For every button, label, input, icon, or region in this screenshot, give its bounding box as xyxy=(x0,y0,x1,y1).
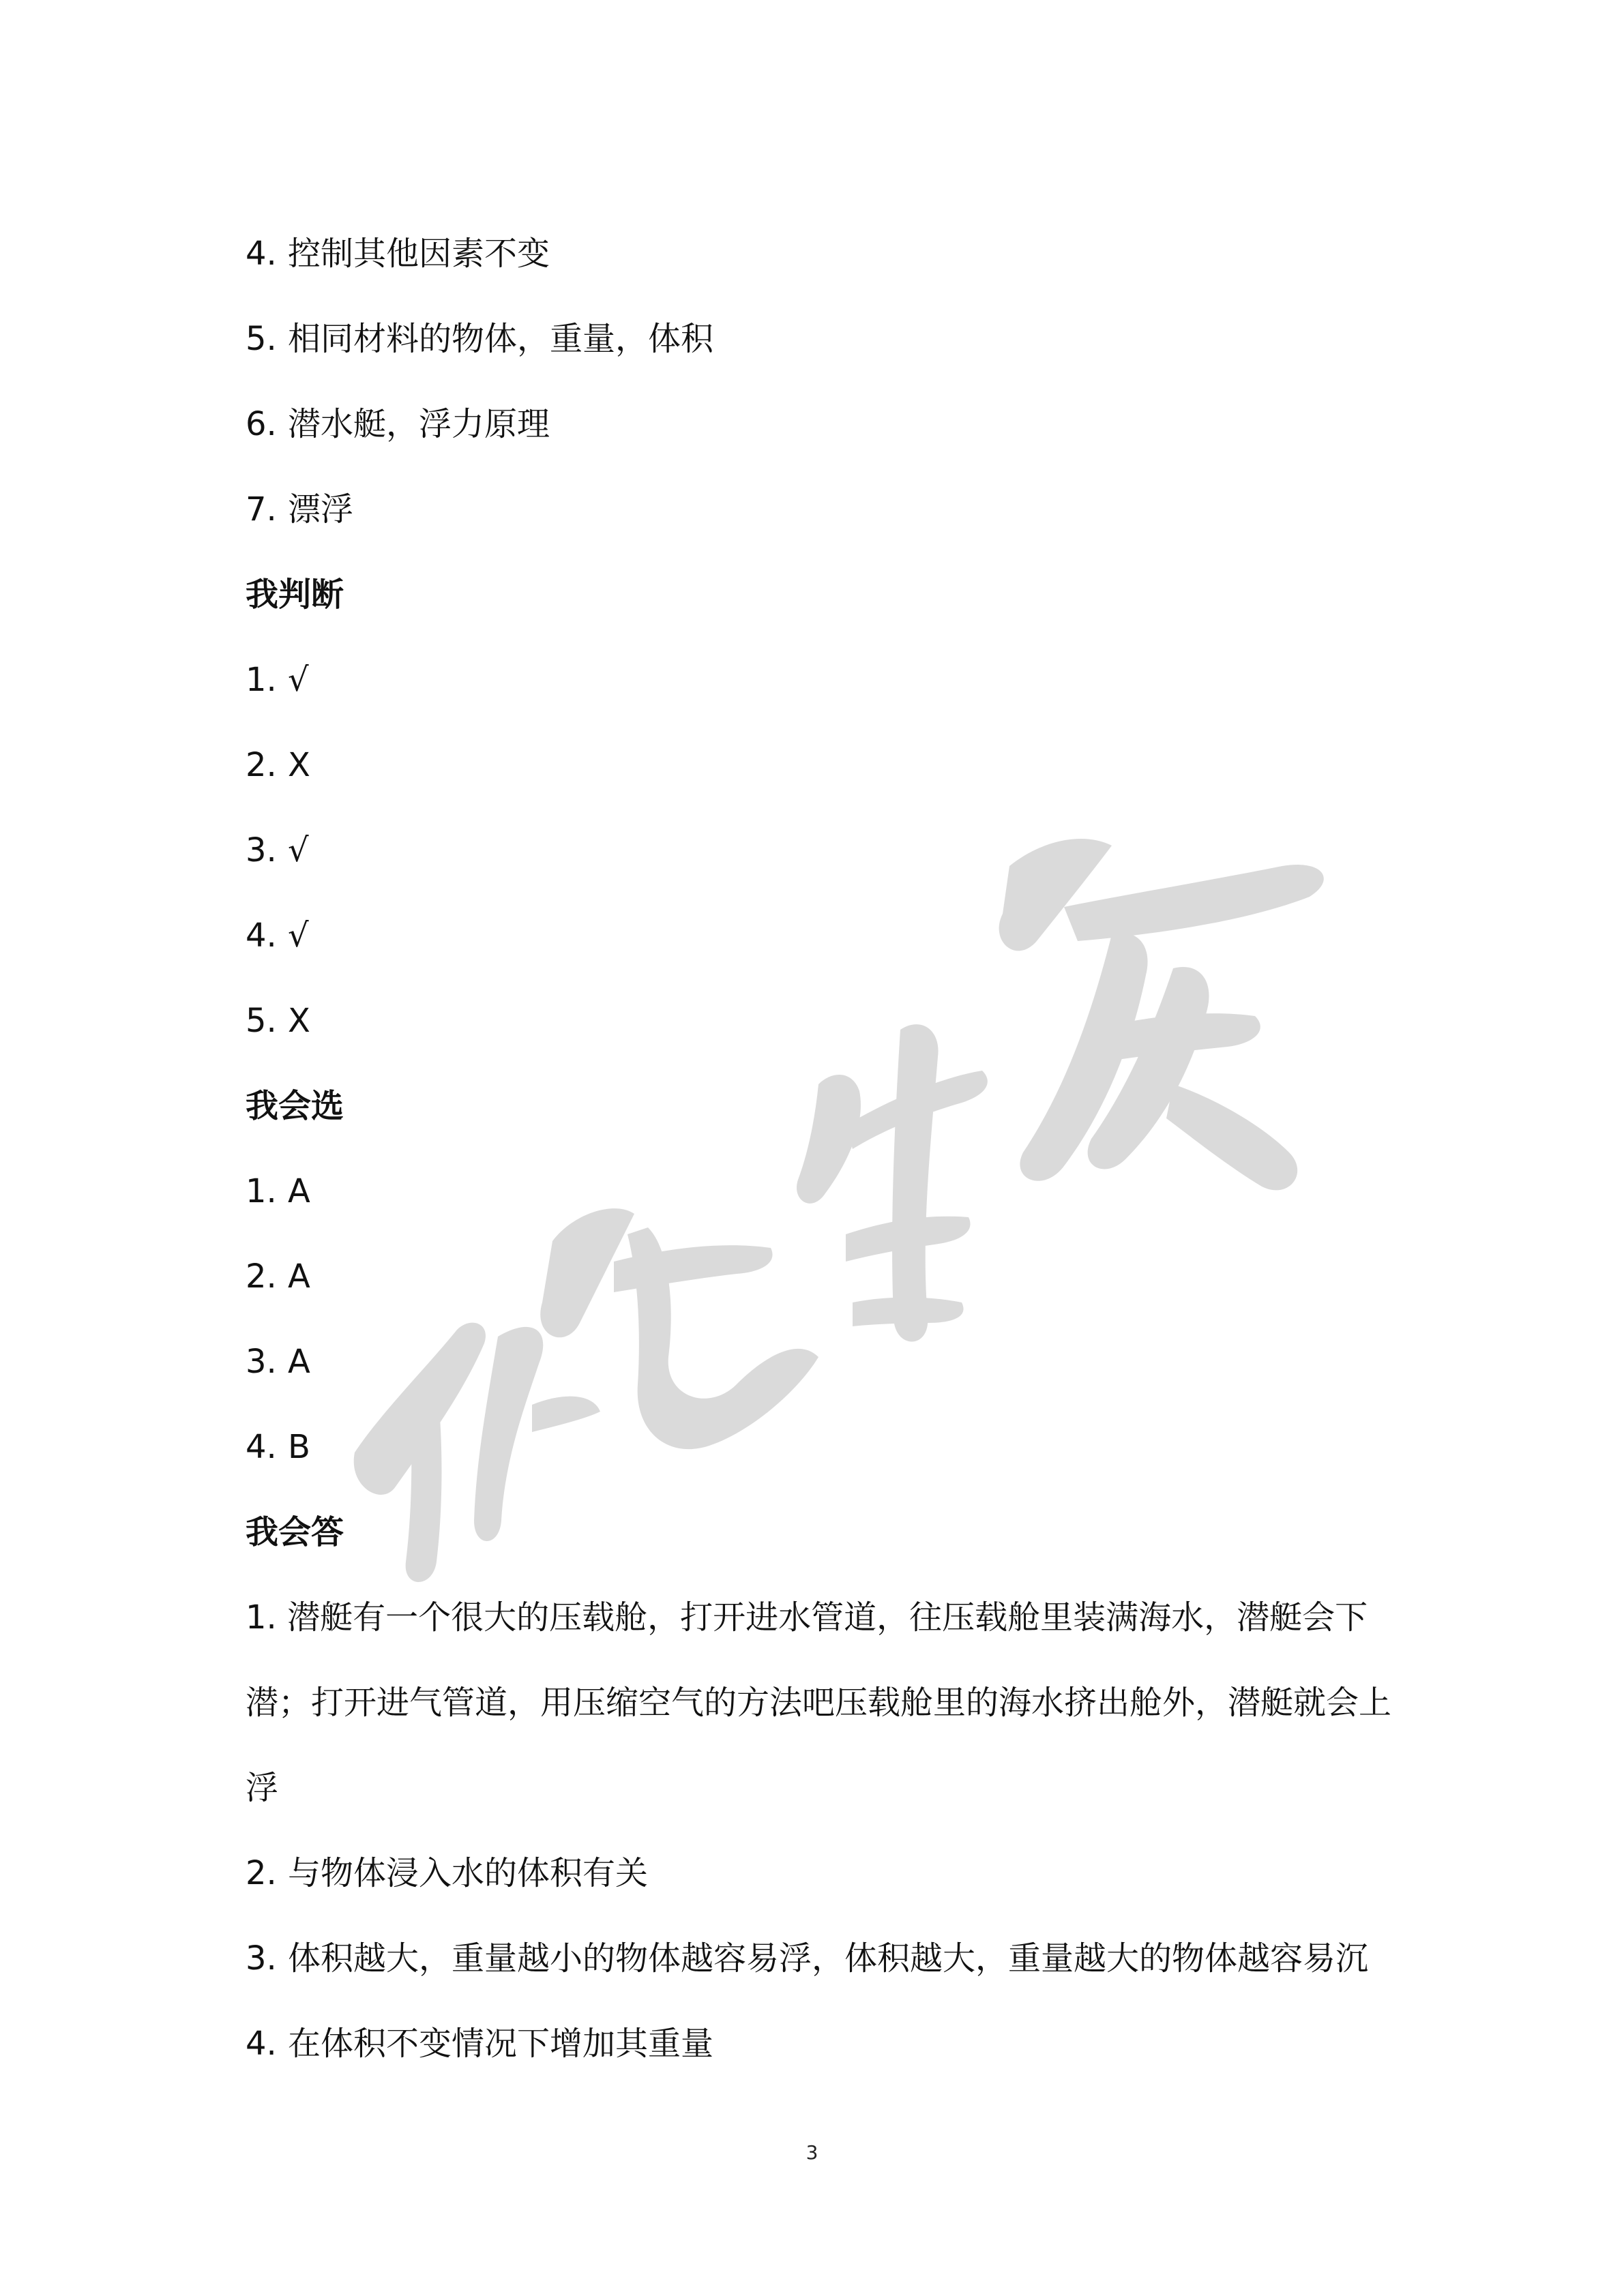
answer-number: 3. xyxy=(246,1343,277,1381)
answer-text: B xyxy=(288,1428,310,1466)
judge-answer-2 xyxy=(246,723,1405,808)
answer-number: 6. xyxy=(246,405,277,443)
answer-number: 2. xyxy=(246,1854,277,1892)
answer-text: 漂浮 xyxy=(288,490,354,528)
answer-text: √ xyxy=(288,831,309,869)
section-heading-judge: 我判断 xyxy=(246,576,344,614)
answer-number: 4. xyxy=(246,1428,277,1466)
choose-answer-3 xyxy=(246,1320,1405,1405)
answer-number: 7. xyxy=(246,490,277,528)
respond-answer-1 xyxy=(246,1575,1405,1807)
judge-answer-4 xyxy=(246,893,1405,979)
answer-content xyxy=(246,211,1405,2087)
page-number: 3 xyxy=(806,2141,818,2164)
answer-text: 潜艇有一个很大的压载舱，打开进水管道，往压载舱里装满海水，潜艇会下潜；打开进气管道，用压缩空气的方法吧压载舱里的海水挤出舱外，潜艇就会上浮 xyxy=(246,1598,1392,1807)
answer-text: 与物体浸入水的体积有关 xyxy=(288,1854,649,1892)
answer-text: A xyxy=(288,1172,310,1210)
fill-answer-5 xyxy=(246,297,1405,382)
answer-text: √ xyxy=(288,661,309,699)
choose-answer-4 xyxy=(246,1405,1405,1490)
answer-number: 4. xyxy=(246,235,277,273)
answer-number: 5. xyxy=(246,320,277,358)
answer-text: 在体积不变情况下增加其重量 xyxy=(288,2025,714,2063)
answer-text: X xyxy=(288,746,310,784)
answer-number: 4. xyxy=(246,916,277,955)
answer-text: A xyxy=(288,1343,310,1381)
answer-number: 4. xyxy=(246,2025,277,2063)
answer-text: X xyxy=(288,1002,310,1040)
answer-number: 1. xyxy=(246,1598,277,1637)
answer-number: 3. xyxy=(246,831,277,869)
answer-number: 3. xyxy=(246,1939,277,1978)
answer-text: 控制其他因素不变 xyxy=(288,235,550,273)
fill-answer-4 xyxy=(246,211,1405,297)
answer-text: 潜水艇，浮力原理 xyxy=(288,405,550,443)
choose-answer-2 xyxy=(246,1234,1405,1320)
respond-answer-4 xyxy=(246,2001,1405,2087)
judge-answer-5 xyxy=(246,979,1405,1064)
choose-answer-1 xyxy=(246,1149,1405,1234)
judge-answer-1 xyxy=(246,638,1405,723)
respond-answer-2 xyxy=(246,1831,1405,1916)
answer-number: 5. xyxy=(246,1002,277,1040)
answer-text: √ xyxy=(288,916,309,955)
answer-text: 体积越大，重量越小的物体越容易浮，体积越大，重量越大的物体越容易沉 xyxy=(288,1939,1369,1978)
section-heading-choose: 我会选 xyxy=(246,1087,344,1125)
fill-answer-7 xyxy=(246,467,1405,552)
respond-answer-3 xyxy=(246,1916,1405,2001)
answer-number: 2. xyxy=(246,1257,277,1296)
fill-answer-6 xyxy=(246,382,1405,467)
section-heading-respond: 我会答 xyxy=(246,1513,344,1551)
answer-text: 相同材料的物体，重量，体积 xyxy=(288,320,714,358)
answer-number: 1. xyxy=(246,661,277,699)
answer-number: 2. xyxy=(246,746,277,784)
judge-answer-3 xyxy=(246,808,1405,893)
answer-text: A xyxy=(288,1257,310,1296)
answer-number: 1. xyxy=(246,1172,277,1210)
